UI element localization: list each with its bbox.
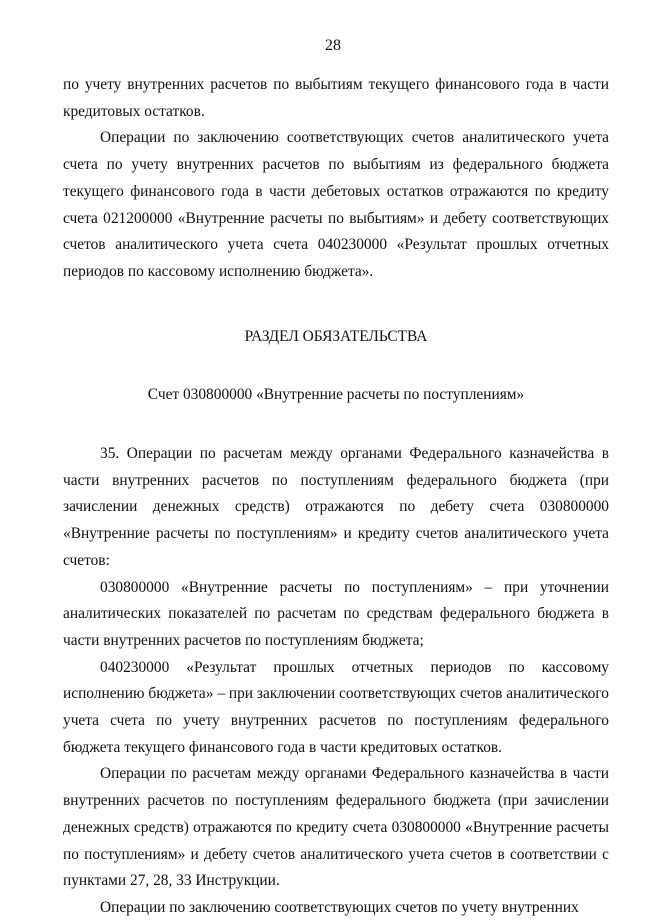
paragraph-account-040230000: 040230000 «Результат прошлых отчетных периодов по кассовому исполнению бюджета» – при заключении соответствующих счетов аналитического учета счета по учету внутренних расчетов по поступлениям федерального бюджета текущего финансового года в части кредитовых остатков. — [63, 658, 609, 756]
paragraph-account-030800000: 030800000 «Внутренние расчеты по поступлениям» – при уточнении аналитических показателей по расчетам по средствам федерального бюджета в части внутренних расчетов по поступлениям бюджета; — [63, 578, 609, 649]
paragraph-closing-internal: Операции по заключению соответствующих счетов по учету внутренних — [100, 898, 579, 916]
section-title: РАЗДЕЛ ОБЯЗАТЕЛЬСТВА — [244, 327, 428, 345]
account-title: Счет 030800000 «Внутренние расчеты по поступлениям» — [147, 386, 525, 404]
paragraph-credit-operations: Операции по расчетам между органами Федерального казначейства в части внутренних расчетов по поступлениям федерального бюджета (при зачислении денежных средств) отражаются по кредиту счета 030800000 «Внутренние расчеты по поступлениям» и дебету счетов аналитического учета счетов в соответствии с пунктами 27, 28, 33 Инструкции. — [63, 765, 609, 890]
paragraph-continuation: по учету внутренних расчетов по выбытиям текущего финансового года в части кредитовых остатков. — [63, 76, 609, 120]
paragraph-closing-operations: Операции по заключению соответствующих счетов аналитического учета счета по учету внутренних расчетов по выбытиям из федерального бюджета текущего финансового года в части дебетовых остатков отражаются по кредиту счета 021200000 «Внутренние расчеты по выбытиям» и дебету соответствующих счетов аналитического учета счета 040230000 «Результат прошлых отчетных периодов по кассовому исполнению бюджета». — [63, 129, 609, 280]
paragraph-item-35: 35. Операции по расчетам между органами Федерального казначейства в части внутренних расчетов по поступлениям федерального бюджета (при зачислении денежных средств) отражаются по дебету счета 030800000 «Внутренние расчеты по поступлениям» и кредиту счетов аналитического учета счетов: — [63, 445, 609, 569]
page-number: 28 — [325, 37, 341, 54]
document-body — [63, 72, 609, 922]
